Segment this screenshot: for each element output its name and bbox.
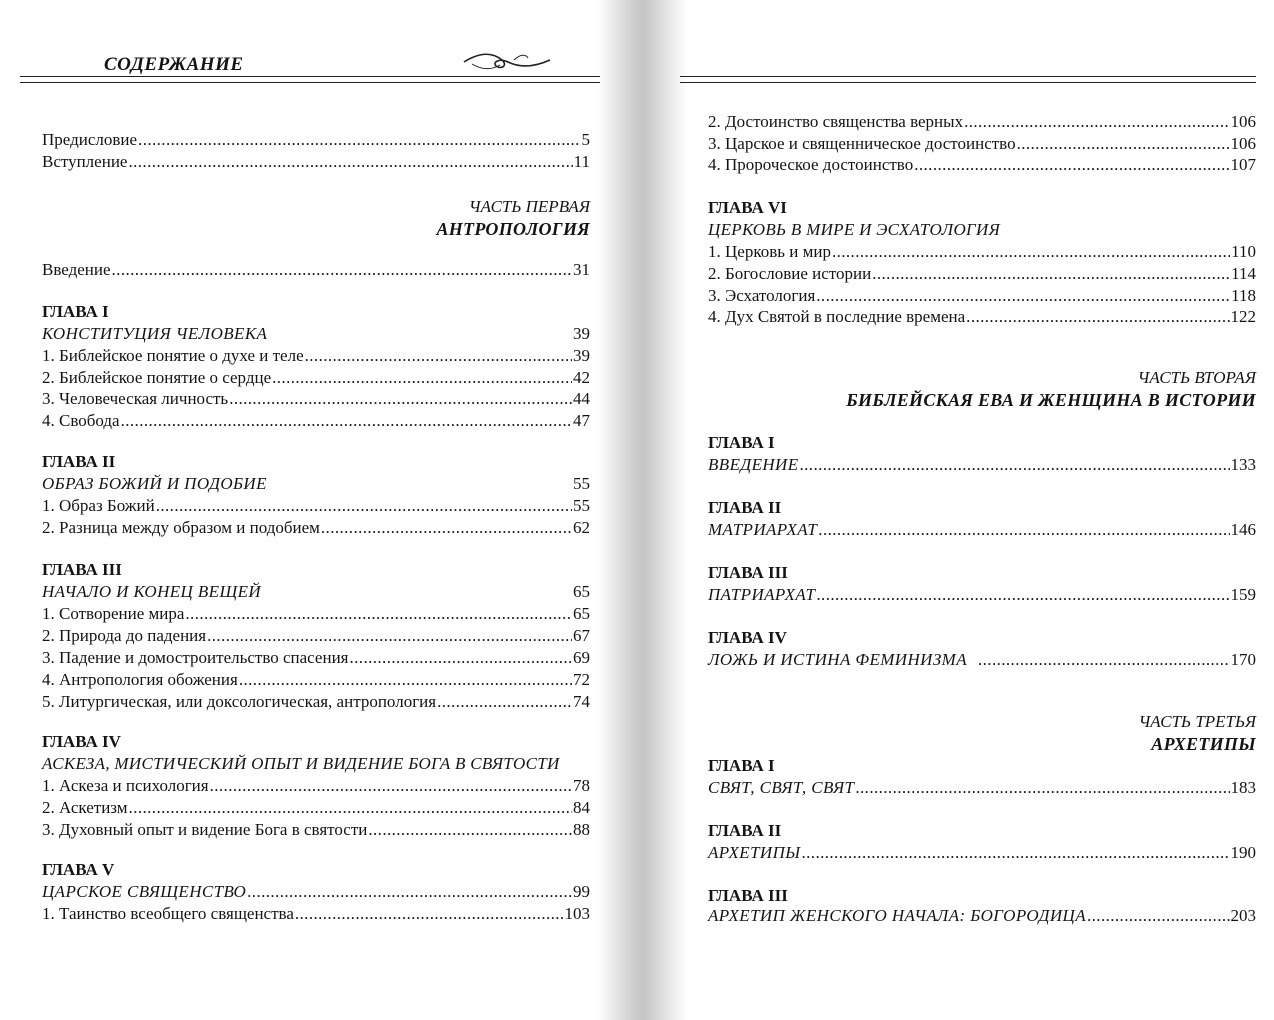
chapter-title-entry[interactable]: ВВЕДЕНИЕ ..... 133: [708, 455, 1256, 477]
chapter-title-entry[interactable]: ЦАРСКОЕ СВЯЩЕНСТВО ..... 99: [42, 882, 590, 904]
toc-entry[interactable]: 1. Аскеза и психология ..... 78: [42, 776, 590, 798]
toc-entry-preface[interactable]: Предисловие ..... 5: [42, 130, 590, 152]
chapter-title-entry[interactable]: МАТРИАРХАТ ..... 146: [708, 520, 1256, 542]
toc-entry[interactable]: 1. Церковь и мир ..... 110: [708, 242, 1256, 264]
toc-entry[interactable]: 5. Литургическая, или доксологическая, антропология ..... 74: [42, 692, 590, 714]
part-three-label: ЧАСТЬ ТРЕТЬЯ: [1138, 712, 1256, 731]
toc-entry[interactable]: 1. Таинство всеобщего священства ..... 103: [42, 904, 590, 926]
toc-entry[interactable]: 4. Пророческое достоинство ..... 107: [708, 155, 1256, 177]
toc-entry-opening[interactable]: Вступление ..... 11: [42, 152, 590, 174]
toc-entry[interactable]: 2. Природа до падения ..... 67: [42, 626, 590, 648]
toc-entry[interactable]: 2. Аскетизм ..... 84: [42, 798, 590, 820]
part-two-label: ЧАСТЬ ВТОРАЯ: [1137, 368, 1256, 387]
chapter-label: ГЛАВА II: [708, 498, 782, 517]
toc-entry[interactable]: 3. Духовный опыт и видение Бога в святости ..... 88: [42, 820, 590, 842]
part-one-title: АНТРОПОЛОГИЯ: [436, 219, 590, 239]
chapter-title-entry[interactable]: ЛОЖЬ И ИСТИНА ФЕМИНИЗМА ..... 170: [708, 650, 1256, 672]
toc-entry[interactable]: 3. Эсхатология ..... 118: [708, 286, 1256, 308]
toc-entry[interactable]: 2. Богословие истории ..... 114: [708, 264, 1256, 286]
left-header-rule-top: [20, 76, 600, 77]
toc-entry[interactable]: 4. Дух Святой в последние времена ..... 122: [708, 307, 1256, 329]
toc-entry[interactable]: 2. Разница между образом и подобием ..... 62: [42, 518, 590, 540]
chapter-label: ГЛАВА VI: [708, 198, 787, 217]
chapter-title[interactable]: АСКЕЗА, МИСТИЧЕСКИЙ ОПЫТ И ВИДЕНИЕ БОГА В СВЯТОСТИ: [42, 754, 560, 773]
toc-entry[interactable]: 2. Достоинство священства верных ..... 106: [708, 112, 1256, 134]
toc-entry[interactable]: 1. Образ Божий ..... 55: [42, 496, 590, 518]
flourish-ornament-icon: [462, 50, 552, 74]
toc-entry[interactable]: 1. Сотворение мира ..... 65: [42, 604, 590, 626]
chapter-label: ГЛАВА IV: [42, 732, 121, 751]
chapter-label: ГЛАВА V: [42, 860, 115, 879]
chapter-label: ГЛАВА III: [42, 560, 122, 579]
chapter-title-entry[interactable]: АРХЕТИПЫ ..... 190: [708, 843, 1256, 865]
chapter-label: ГЛАВА III: [708, 886, 788, 905]
toc-entry[interactable]: 3. Царское и священническое достоинство ..... 106: [708, 134, 1256, 156]
chapter-title-entry[interactable]: СВЯТ, СВЯТ, СВЯТ ..... 183: [708, 778, 1256, 800]
chapter-title-entry[interactable]: НАЧАЛО И КОНЕЦ ВЕЩЕЙ 65: [42, 582, 590, 601]
toc-entry[interactable]: 2. Библейское понятие о сердце ..... 42: [42, 368, 590, 390]
chapter-label: ГЛАВА I: [42, 302, 109, 321]
part-two-title: БИБЛЕЙСКАЯ ЕВА И ЖЕНЩИНА В ИСТОРИИ: [846, 390, 1256, 410]
toc-entry[interactable]: 4. Антропология обожения ..... 72: [42, 670, 590, 692]
chapter-label: ГЛАВА II: [42, 452, 116, 471]
left-header-rule-bottom: [20, 82, 600, 83]
toc-entry[interactable]: 1. Библейское понятие о духе и теле ..... 39: [42, 346, 590, 368]
chapter-label: ГЛАВА III: [708, 563, 788, 582]
chapter-label: ГЛАВА II: [708, 821, 782, 840]
part-one-label: ЧАСТЬ ПЕРВАЯ: [468, 197, 590, 216]
chapter-title[interactable]: ЦЕРКОВЬ В МИРЕ И ЭСХАТОЛОГИЯ: [708, 220, 1001, 239]
chapter-label: ГЛАВА I: [708, 433, 775, 452]
chapter-label: ГЛАВА IV: [708, 628, 787, 647]
chapter-label: ГЛАВА I: [708, 756, 775, 775]
chapter-title-entry[interactable]: АРХЕТИП ЖЕНСКОГО НАЧАЛА: БОГОРОДИЦА ..... 203: [708, 906, 1256, 928]
chapter-title-entry[interactable]: КОНСТИТУЦИЯ ЧЕЛОВЕКА 39: [42, 324, 590, 343]
chapter-title-entry[interactable]: ОБРАЗ БОЖИЙ И ПОДОБИЕ 55: [42, 474, 590, 493]
toc-entry[interactable]: 3. Человеческая личность ..... 44: [42, 389, 590, 411]
chapter-title-entry[interactable]: ПАТРИАРХАТ ..... 159: [708, 585, 1256, 607]
right-header-rule-bottom: [680, 82, 1256, 83]
right-header-rule-top: [680, 76, 1256, 77]
toc-entry[interactable]: 4. Свобода ..... 47: [42, 411, 590, 433]
contents-header-title: СОДЕРЖАНИЕ: [104, 54, 244, 75]
part-three-title: АРХЕТИПЫ: [1151, 734, 1256, 754]
toc-entry-introduction[interactable]: Введение ..... 31: [42, 260, 590, 282]
toc-entry[interactable]: 3. Падение и домостроительство спасения ..... 69: [42, 648, 590, 670]
